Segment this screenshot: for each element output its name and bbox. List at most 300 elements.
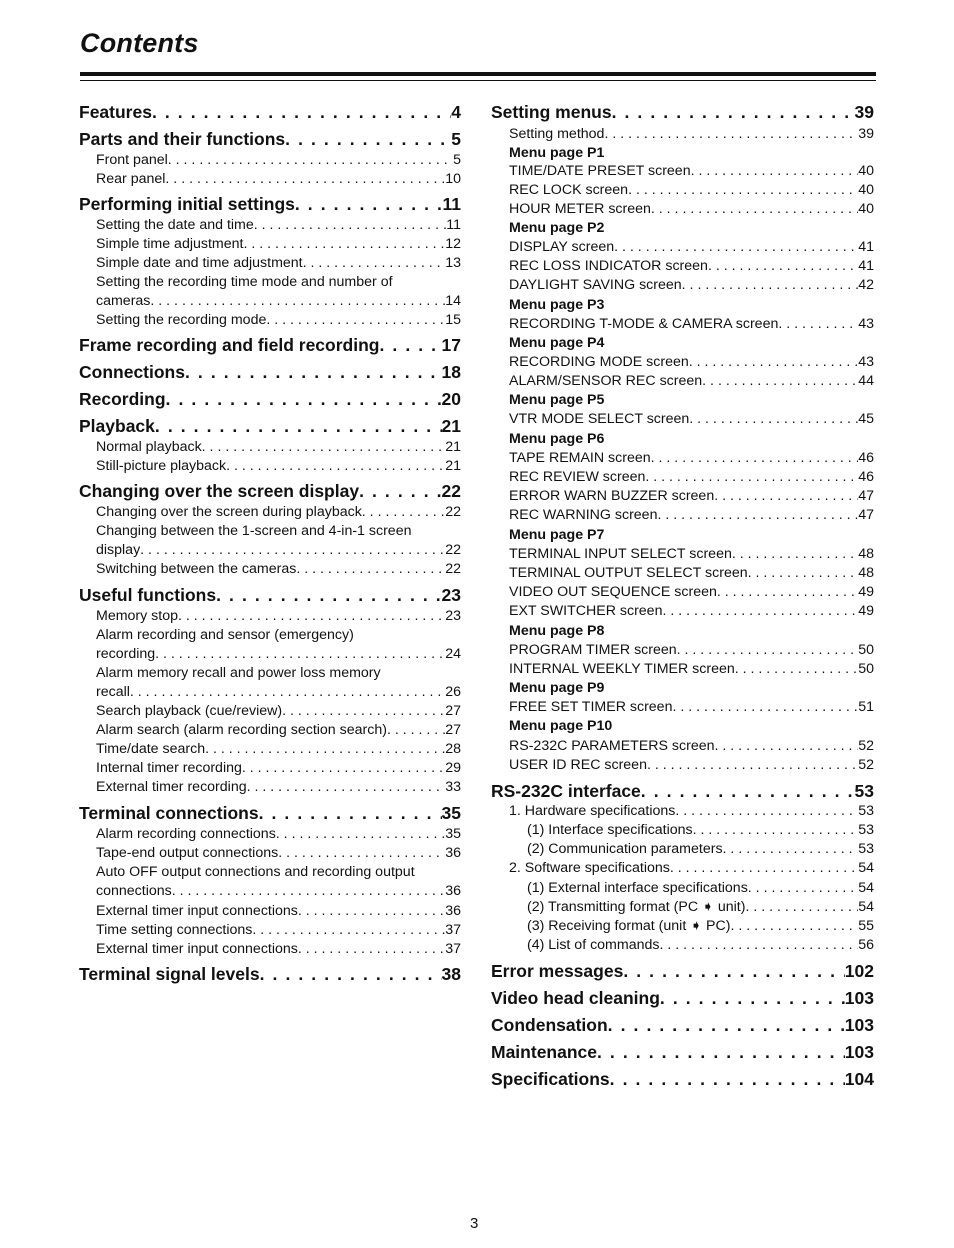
toc-entry-label: Performing initial settings (79, 194, 295, 214)
toc-subentry[interactable] (509, 583, 874, 602)
toc-page-number: 37 (445, 941, 461, 957)
toc-subentry[interactable] (527, 936, 874, 955)
toc-subentry[interactable] (509, 372, 874, 391)
toc-dot-leader (677, 641, 859, 660)
toc-subentry[interactable] (96, 254, 461, 273)
toc-dot-leader (748, 879, 858, 898)
toc-page-number: 17 (441, 335, 461, 355)
toc-entry-label: External timer input connections (96, 903, 298, 919)
toc-entry-label: RECORDING T-MODE & CAMERA screen (509, 316, 779, 332)
toc-dot-leader (226, 457, 445, 476)
toc-dot-leader (708, 257, 858, 276)
toc-subentry[interactable] (96, 825, 461, 844)
toc-subentry[interactable] (96, 560, 461, 579)
toc-entry-label: (3) Receiving format (unit ➧ PC) (527, 918, 731, 934)
toc-entry-label: Rear panel (96, 171, 166, 187)
toc-subentry[interactable] (96, 457, 461, 476)
toc-page-number: 54 (858, 899, 874, 915)
toc-dot-leader (242, 759, 445, 778)
toc-dot-leader (604, 125, 858, 144)
toc-entry-label: Playback (79, 416, 155, 436)
toc-page-number: 5 (453, 152, 461, 168)
toc-subentry[interactable] (96, 170, 461, 189)
toc-dot-leader (610, 1068, 845, 1090)
toc-dot-leader (172, 882, 446, 901)
toc-dot-leader (155, 415, 442, 437)
toc-entry-label: Setting the date and time (96, 217, 254, 233)
toc-entry-continuation: Alarm memory recall and power loss memory (96, 665, 381, 681)
toc-subentry[interactable] (509, 737, 874, 756)
toc-entry-label: (1) External interface specifications (527, 880, 748, 896)
toc-dot-leader (252, 921, 445, 940)
toc-entry-label: Error messages (491, 961, 624, 981)
toc-entry-label: Specifications (491, 1069, 610, 1089)
toc-entry-label: FREE SET TIMER screen (509, 699, 673, 715)
toc-menu-page-heading: Menu page P10 (509, 718, 613, 734)
toc-subentry[interactable] (96, 235, 461, 254)
toc-section-entry[interactable] (79, 361, 461, 383)
toc-subentry[interactable] (509, 756, 874, 775)
toc-page-number: 40 (858, 201, 874, 217)
toc-page-number: 23 (441, 585, 461, 605)
toc-subentry[interactable] (509, 238, 874, 257)
toc-dot-leader (628, 181, 858, 200)
toc-page-number: 35 (445, 826, 461, 842)
toc-entry-label: Maintenance (491, 1042, 597, 1062)
toc-dot-leader (657, 506, 858, 525)
toc-page-number: 54 (858, 860, 874, 876)
toc-subentry[interactable] (509, 802, 874, 821)
toc-page-number: 56 (858, 937, 874, 953)
toc-subentry[interactable] (96, 721, 461, 740)
toc-entry-label: Setting menus (491, 102, 612, 122)
toc-section-entry[interactable] (491, 1041, 874, 1063)
toc-page-number: 47 (858, 507, 874, 523)
toc-page-number: 11 (446, 217, 461, 233)
toc-subentry[interactable] (96, 292, 461, 311)
toc-dot-leader (152, 101, 451, 123)
toc-dot-leader (748, 564, 859, 583)
toc-dot-leader (730, 917, 858, 936)
toc-entry-label: Front panel (96, 152, 168, 168)
toc-page-number: 39 (858, 126, 874, 142)
toc-subentry[interactable] (509, 410, 874, 429)
toc-dot-leader (260, 963, 442, 985)
toc-entry-label: TAPE REMAIN screen (509, 450, 651, 466)
toc-page-number: 27 (445, 722, 461, 738)
toc-section-entry[interactable] (79, 128, 461, 150)
toc-subentry[interactable] (96, 759, 461, 778)
toc-page-number: 55 (858, 918, 874, 934)
toc-section-entry[interactable] (491, 101, 874, 123)
toc-subentry[interactable] (509, 545, 874, 564)
toc-entry-label: Time/date search (96, 741, 206, 757)
toc-entry-label: Changing over the screen during playback (96, 504, 362, 520)
toc-page-number: 49 (858, 584, 874, 600)
toc-page-number: 47 (858, 488, 874, 504)
toc-section-entry[interactable] (491, 987, 874, 1009)
page-title: Contents (80, 28, 199, 58)
toc-subentry[interactable] (509, 859, 874, 878)
toc-page-number: 40 (858, 182, 874, 198)
toc-subentry[interactable] (509, 181, 874, 200)
title-rule-thin (80, 80, 876, 81)
toc-page-number: 22 (445, 504, 461, 520)
toc-menu-page-heading: Menu page P4 (509, 335, 605, 351)
toc-page-number: 41 (858, 239, 874, 255)
toc-dot-leader (714, 487, 858, 506)
toc-dot-leader (303, 254, 446, 273)
toc-dot-leader (362, 503, 445, 522)
toc-subentry[interactable] (96, 541, 461, 560)
toc-subentry[interactable] (96, 778, 461, 797)
toc-entry-label: DAYLIGHT SAVING screen (509, 277, 682, 293)
toc-section-entry[interactable] (491, 1068, 874, 1090)
toc-subentry[interactable] (96, 940, 461, 959)
toc-entry-continuation: Changing between the 1-screen and 4-in-1 screen (96, 523, 412, 539)
toc-section-entry[interactable] (79, 101, 461, 123)
toc-entry-label: INTERNAL WEEKLY TIMER screen (509, 661, 735, 677)
toc-entry-label: Setting method (509, 126, 605, 142)
toc-entry-label: Useful functions (79, 585, 217, 605)
toc-dot-leader (243, 235, 445, 254)
toc-dot-leader (693, 821, 859, 840)
toc-page-number: 36 (445, 845, 461, 861)
toc-page-number: 36 (445, 883, 461, 899)
toc-entry-label: Internal timer recording (96, 760, 242, 776)
toc-dot-leader (651, 449, 859, 468)
toc-page-number: 104 (844, 1069, 874, 1089)
toc-dot-leader (660, 987, 845, 1009)
toc-page-number: 29 (445, 760, 461, 776)
toc-page-number: 103 (844, 988, 874, 1008)
toc-subentry[interactable] (509, 200, 874, 219)
toc-page-number: 50 (858, 661, 874, 677)
toc-section-entry[interactable] (491, 1014, 874, 1036)
toc-subentry[interactable] (96, 902, 461, 921)
toc-entry-label: Simple date and time adjustment (96, 255, 303, 271)
toc-section-entry[interactable] (79, 193, 461, 215)
toc-page-number: 23 (445, 608, 461, 624)
toc-entry-label: RS-232C interface (491, 781, 641, 801)
toc-page-number: 49 (858, 603, 874, 619)
toc-subentry[interactable] (509, 162, 874, 181)
toc-menu-page-heading: Menu page P3 (509, 297, 605, 313)
toc-page-number: 54 (858, 880, 874, 896)
toc-subentry[interactable] (96, 311, 461, 330)
toc-page-number: 22 (441, 481, 461, 501)
toc-dot-leader (662, 602, 858, 621)
toc-page-number: 43 (858, 316, 874, 332)
toc-entry-label: REC LOCK screen (509, 182, 629, 198)
toc-dot-leader (298, 902, 445, 921)
toc-dot-leader (745, 898, 858, 917)
toc-entry-label: Simple time adjustment (96, 236, 244, 252)
toc-dot-leader (675, 802, 858, 821)
toc-page-number: 10 (445, 171, 461, 187)
toc-page-number: 33 (445, 779, 461, 795)
toc-dot-leader (597, 1041, 845, 1063)
toc-entry-label: PROGRAM TIMER screen (509, 642, 677, 658)
toc-section-entry[interactable] (491, 780, 874, 802)
toc-entry-label: USER ID REC screen (509, 757, 647, 773)
toc-dot-leader (166, 388, 442, 410)
toc-entry-label: TERMINAL OUTPUT SELECT screen (509, 565, 748, 581)
toc-dot-leader (140, 541, 445, 560)
toc-subentry[interactable] (96, 645, 461, 664)
toc-dot-leader (155, 645, 445, 664)
toc-page-number: 24 (445, 646, 461, 662)
toc-entry-label: VTR MODE SELECT screen (509, 411, 690, 427)
toc-dot-leader (359, 480, 441, 502)
toc-entry-label: ERROR WARN BUZZER screen (509, 488, 715, 504)
toc-subentry[interactable] (96, 683, 461, 702)
toc-dot-leader (202, 438, 446, 457)
toc-dot-leader (379, 334, 441, 356)
toc-section-entry[interactable] (79, 388, 461, 410)
toc-subentry[interactable] (509, 315, 874, 334)
toc-subentry[interactable] (509, 353, 874, 372)
toc-entry-label: Recording (79, 389, 166, 409)
toc-page-number: 53 (858, 822, 874, 838)
toc-entry-label: recording (96, 646, 156, 662)
toc-dot-leader (295, 193, 443, 215)
toc-page-number: 52 (858, 757, 874, 773)
toc-subentry[interactable] (509, 641, 874, 660)
toc-dot-leader (266, 311, 445, 330)
toc-page-number: 21 (445, 439, 461, 455)
toc-entry-label: External timer recording (96, 779, 247, 795)
toc-dot-leader (278, 844, 445, 863)
toc-page-number: 52 (858, 738, 874, 754)
toc-page-number: 50 (858, 642, 874, 658)
toc-page-number: 42 (858, 277, 874, 293)
toc-entry-continuation: Auto OFF output connections and recording output (96, 864, 415, 880)
toc-dot-leader (647, 756, 858, 775)
toc-dot-leader (651, 200, 858, 219)
toc-page-number: 46 (858, 450, 874, 466)
toc-dot-leader (254, 216, 447, 235)
toc-subentry[interactable] (96, 151, 461, 170)
toc-dot-leader (168, 151, 453, 170)
toc-page-number: 38 (441, 964, 461, 984)
toc-dot-leader (723, 840, 859, 859)
toc-dot-leader (247, 778, 446, 797)
toc-dot-leader (670, 859, 858, 878)
toc-dot-leader (150, 292, 445, 311)
toc-entry-continuation: Alarm recording and sensor (emergency) (96, 627, 354, 643)
toc-page-number: 45 (858, 411, 874, 427)
page-number: 3 (470, 1215, 479, 1232)
toc-entry-label: recall (96, 684, 130, 700)
toc-dot-leader (205, 740, 445, 759)
toc-entry-label: Changing over the screen display (79, 481, 360, 501)
toc-dot-leader (659, 936, 858, 955)
toc-dot-leader (691, 162, 859, 181)
toc-entry-label: Parts and their functions (79, 129, 286, 149)
toc-entry-label: Still-picture playback (96, 458, 227, 474)
toc-entry-label: Tape-end output connections (96, 845, 279, 861)
toc-dot-leader (296, 560, 445, 579)
toc-dot-leader (276, 825, 445, 844)
toc-section-entry[interactable] (79, 802, 461, 824)
toc-dot-leader (702, 372, 858, 391)
toc-page-number: 28 (445, 741, 461, 757)
toc-page-number: 53 (858, 841, 874, 857)
toc-entry-label: display (96, 542, 141, 558)
toc-entry-label: Frame recording and field recording (79, 335, 380, 355)
toc-entry-label: TIME/DATE PRESET screen (509, 163, 691, 179)
toc-subentry[interactable] (96, 216, 461, 235)
toc-entry-label: Setting the recording mode (96, 312, 267, 328)
toc-section-entry[interactable] (79, 415, 461, 437)
toc-page-number: 35 (441, 803, 461, 823)
toc-subentry[interactable] (509, 468, 874, 487)
toc-subentry[interactable] (527, 898, 874, 917)
toc-dot-leader (282, 702, 445, 721)
toc-section-entry[interactable] (79, 584, 461, 606)
toc-dot-leader (178, 607, 445, 626)
toc-dot-leader (623, 960, 844, 982)
toc-subentry[interactable] (509, 125, 874, 144)
toc-page-number: 103 (844, 1042, 874, 1062)
toc-subentry[interactable] (96, 882, 461, 901)
toc-entry-label: cameras (96, 293, 151, 309)
toc-dot-leader (641, 780, 855, 802)
toc-page-number: 11 (442, 194, 461, 214)
toc-entry-label: Normal playback (96, 439, 202, 455)
toc-subentry[interactable] (509, 660, 874, 679)
toc-page-number: 12 (445, 236, 461, 252)
toc-page-number: 22 (445, 542, 461, 558)
toc-dot-leader (165, 170, 445, 189)
toc-page-number: 4 (451, 102, 461, 122)
toc-dot-leader (689, 353, 858, 372)
toc-section-entry[interactable] (79, 963, 461, 985)
toc-dot-leader (717, 583, 858, 602)
toc-page-number: 53 (858, 803, 874, 819)
toc-dot-leader (130, 683, 445, 702)
toc-entry-label: REC REVIEW screen (509, 469, 646, 485)
toc-menu-page-heading: Menu page P9 (509, 680, 605, 696)
toc-dot-leader (387, 721, 445, 740)
toc-page-number: 43 (858, 354, 874, 370)
toc-subentry[interactable] (527, 879, 874, 898)
toc-entry-label: connections (96, 883, 172, 899)
toc-subentry[interactable] (509, 698, 874, 717)
toc-subentry[interactable] (527, 840, 874, 859)
toc-subentry[interactable] (527, 821, 874, 840)
toc-menu-page-heading: Menu page P6 (509, 431, 605, 447)
toc-subentry[interactable] (96, 607, 461, 626)
toc-entry-label: Condensation (491, 1015, 608, 1035)
toc-page-number: 103 (844, 1015, 874, 1035)
toc-page-number: 36 (445, 903, 461, 919)
toc-entry-label: Alarm recording connections (96, 826, 276, 842)
toc-section-entry[interactable] (79, 480, 461, 502)
toc-subentry[interactable] (509, 602, 874, 621)
toc-subentry[interactable] (509, 257, 874, 276)
toc-page-number: 37 (445, 922, 461, 938)
toc-entry-label: EXT SWITCHER screen (509, 603, 663, 619)
toc-subentry[interactable] (509, 506, 874, 525)
toc-dot-leader (735, 660, 858, 679)
toc-entry-label: Connections (79, 362, 185, 382)
toc-menu-page-heading: Menu page P2 (509, 220, 605, 236)
toc-subentry[interactable] (96, 844, 461, 863)
toc-entry-label: 1. Hardware specifications (509, 803, 676, 819)
toc-dot-leader (285, 128, 451, 150)
toc-dot-leader (715, 737, 859, 756)
toc-entry-label: Terminal connections (79, 803, 259, 823)
toc-section-entry[interactable] (491, 960, 874, 982)
toc-page-number: 39 (854, 102, 874, 122)
toc-dot-leader (216, 584, 441, 606)
toc-dot-leader (778, 315, 858, 334)
toc-menu-page-heading: Menu page P5 (509, 392, 605, 408)
toc-entry-label: 2. Software specifications (509, 860, 670, 876)
toc-entry-label: (2) Transmitting format (PC ➧ unit) (527, 899, 746, 915)
toc-dot-leader (608, 1014, 845, 1036)
toc-page-number: 46 (858, 469, 874, 485)
toc-subentry[interactable] (509, 449, 874, 468)
toc-entry-label: (1) Interface specifications (527, 822, 693, 838)
title-rule-thick (80, 72, 876, 76)
toc-page-number: 26 (445, 684, 461, 700)
toc-subentry[interactable] (96, 740, 461, 759)
toc-entry-label: REC WARNING screen (509, 507, 658, 523)
toc-page-number: 13 (445, 255, 461, 271)
toc-entry-label: DISPLAY screen (509, 239, 615, 255)
toc-dot-leader (672, 698, 858, 717)
toc-subentry[interactable] (509, 487, 874, 506)
toc-menu-page-heading: Menu page P7 (509, 527, 605, 543)
toc-dot-leader (689, 410, 858, 429)
toc-page-number: 48 (858, 546, 874, 562)
toc-entry-label: ALARM/SENSOR REC screen (509, 373, 703, 389)
toc-entry-label: VIDEO OUT SEQUENCE screen (509, 584, 717, 600)
toc-dot-leader (732, 545, 858, 564)
toc-entry-label: Terminal signal levels (79, 964, 260, 984)
toc-subentry[interactable] (96, 702, 461, 721)
toc-dot-leader (298, 940, 445, 959)
toc-subentry[interactable] (509, 564, 874, 583)
toc-subentry[interactable] (96, 438, 461, 457)
toc-subentry[interactable] (96, 503, 461, 522)
toc-entry-label: REC LOSS INDICATOR screen (509, 258, 708, 274)
toc-page-number: 15 (445, 312, 461, 328)
toc-dot-leader (645, 468, 858, 487)
toc-page-number: 40 (858, 163, 874, 179)
toc-subentry[interactable] (509, 276, 874, 295)
toc-entry-label: TERMINAL INPUT SELECT screen (509, 546, 732, 562)
toc-menu-page-heading: Menu page P1 (509, 145, 605, 161)
toc-entry-label: External timer input connections (96, 941, 298, 957)
toc-dot-leader (614, 238, 858, 257)
toc-subentry[interactable] (96, 921, 461, 940)
toc-page-number: 18 (441, 362, 461, 382)
toc-page-number: 27 (445, 703, 461, 719)
toc-page-number: 44 (858, 373, 874, 389)
toc-entry-label: Time setting connections (96, 922, 253, 938)
toc-section-entry[interactable] (79, 334, 461, 356)
toc-page-number: 21 (445, 458, 461, 474)
toc-subentry[interactable] (527, 917, 874, 936)
toc-entry-label: Features (79, 102, 152, 122)
toc-dot-leader (682, 276, 859, 295)
toc-entry-label: (2) Communication parameters (527, 841, 723, 857)
toc-entry-label: Alarm search (alarm recording section search) (96, 722, 387, 738)
